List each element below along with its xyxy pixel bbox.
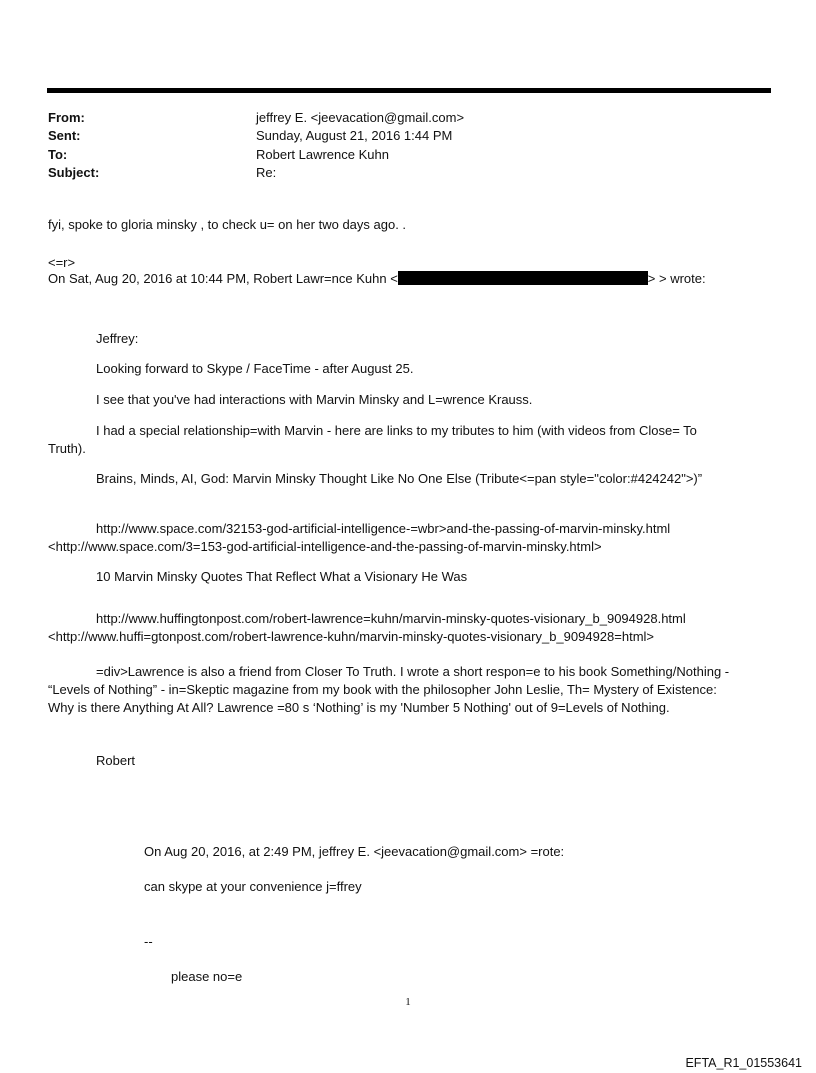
subject-value: Re: [256, 165, 277, 181]
quotes-title: 10 Marvin Minsky Quotes That Reflect What a Visionary He Was [96, 569, 468, 584]
reply-text: fyi, spoke to gloria minsky , to check u= on her two days ago. . [48, 217, 407, 232]
sent-label: Sent: [48, 128, 81, 144]
paragraph-skype: Looking forward to Skype / FaceTime - after August 25. [96, 361, 414, 376]
to-value: Robert Lawrence Kuhn [256, 146, 389, 162]
header-rule [47, 88, 771, 93]
from-row [48, 108, 464, 127]
redaction-bar [398, 271, 648, 285]
link-space-line1[interactable]: http://www.space.com/32153-god-artificial-intelligence-=wbr>and-the-passing-of-marvin-minsky.html [96, 521, 671, 536]
page-number: 1 [405, 996, 411, 1008]
from-value: jeffrey E. <jeevacation@gmail.com> [256, 109, 465, 125]
to-label: To: [48, 146, 68, 162]
attribution-suffix: > > wrote: [647, 271, 706, 286]
sent-value: Sunday, August 21, 2016 1:44 PM [256, 128, 453, 144]
signature-note: please no=e [171, 969, 243, 984]
link-huffpost-line2[interactable]: <http://www.huffi=gtonpost.com/robert-lawrence-kuhn/marvin-minsky-quotes-visionary_b_9094928=html> [48, 629, 655, 644]
paragraph-interactions: I see that you've had interactions with Marvin Minsky and L=wrence Krauss. [96, 392, 533, 407]
paragraph-relationship-line2: Truth). [48, 441, 86, 456]
paragraph-lawrence-line2: “Levels of Nothing” - in=Skeptic magazine from my book with the philosopher John Leslie, Th= Mystery of Existence: [48, 682, 717, 697]
document-id: EFTA_R1_01553641 [685, 1056, 802, 1070]
attribution-prefix: On Sat, Aug 20, 2016 at 10:44 PM, Robert Lawr=nce Kuhn < [48, 271, 398, 286]
quoted-attribution: On Aug 20, 2016, at 2:49 PM, jeffrey E. <jeevacation@gmail.com> =rote: [144, 844, 565, 859]
salutation: Jeffrey: [96, 331, 139, 346]
attribution-line [48, 271, 706, 286]
quote-marker: <=r> [48, 255, 76, 270]
subject-label: Subject: [48, 165, 100, 181]
from-label: From: [48, 109, 85, 125]
paragraph-lawrence-line1: =div>Lawrence is also a friend from Closer To Truth. I wrote a short respon=e to his book Something/Nothing - [96, 664, 730, 679]
signature-separator: -- [144, 934, 153, 949]
email-header [48, 108, 464, 182]
signoff: Robert [96, 753, 136, 768]
link-space-line2[interactable]: <http://www.space.com/3=153-god-artificial-intelligence-and-the-passing-of-marvin-minsky.html> [48, 539, 602, 554]
tribute-title: Brains, Minds, AI, God: Marvin Minsky Thought Like No One Else (Tribute<=pan style="color:#424242">)” [96, 471, 703, 486]
sent-row [48, 127, 464, 146]
link-huffpost-line1[interactable]: http://www.huffingtonpost.com/robert-lawrence=kuhn/marvin-minsky-quotes-visionary_b_9094928.html [96, 611, 686, 626]
paragraph-lawrence-line3: Why is there Anything At All? Lawrence =80 s ‘Nothing’ is my 'Number 5 Nothing' out of 9=Levels of Nothing. [48, 700, 670, 715]
subject-row [48, 164, 464, 183]
to-row [48, 145, 464, 164]
quoted-text: can skype at your convenience j=ffrey [144, 879, 362, 894]
paragraph-relationship-line1: I had a special relationship=with Marvin - here are links to my tributes to him (with videos from Close= To [96, 423, 697, 438]
